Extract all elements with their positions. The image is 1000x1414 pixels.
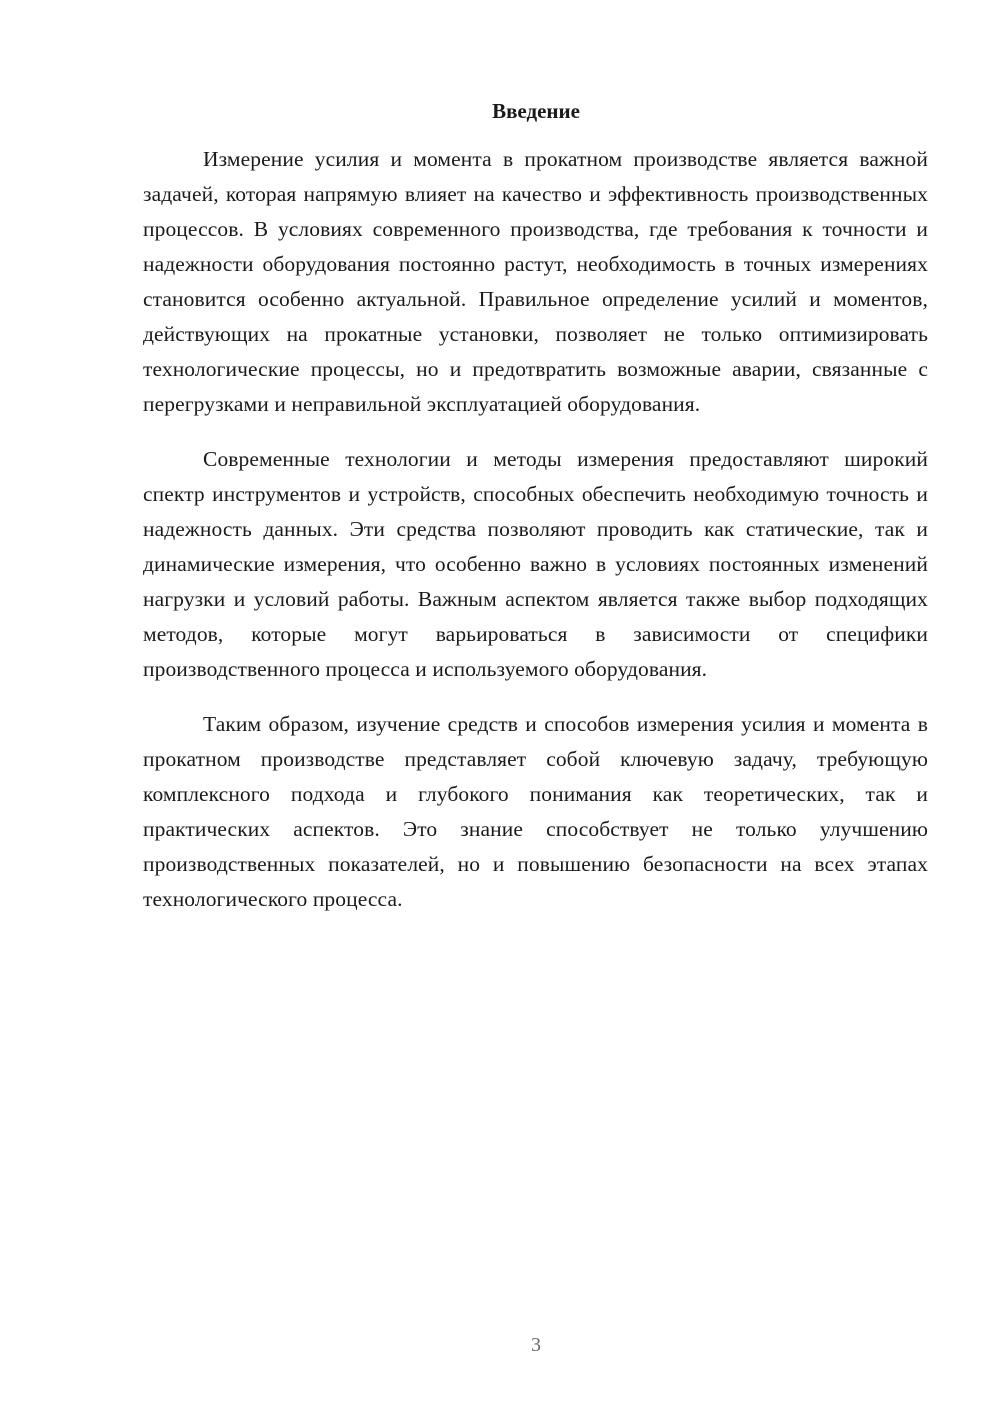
page-number: 3 xyxy=(531,1334,541,1356)
paragraph-2: Современные технологии и методы измерения предоставляют широкий спектр инструментов и устройств, способных обеспечить необходимую точность и надежность данных. Эти средства позволяют проводить как статические, так и динамические измерения, что особенно важно в условиях постоянных изменений нагрузки и условий работы. Важным аспектом является также выбор подходящих методов, которые могут варьироваться в зависимости от специфики производственного процесса и используемого оборудования. xyxy=(143,447,928,681)
paragraph-3: Таким образом, изучение средств и способов измерения усилия и момента в прокатном производстве представляет собой ключевую задачу, требующую комплексного подхода и глубокого понимания как теоретических, так и практических аспектов. Это знание способствует не только улучшению производственных показателей, но и повышению безопасности на всех этапах технологического процесса. xyxy=(143,712,928,911)
section-heading: Введение xyxy=(492,99,580,123)
paragraph-1: Измерение усилия и момента в прокатном производстве является важной задачей, которая напрямую влияет на качество и эффективность производственных процессов. В условиях современного производства, где требования к точности и надежности оборудования постоянно растут, необходимость в точных измерениях становится особенно актуальной. Правильное определение усилий и моментов, действующих на прокатные установки, позволяет не только оптимизировать технологические процессы, но и предотвратить возможные аварии, связанные с перегрузками и неправильной эксплуатацией оборудования. xyxy=(143,147,928,416)
body-text xyxy=(143,142,928,937)
